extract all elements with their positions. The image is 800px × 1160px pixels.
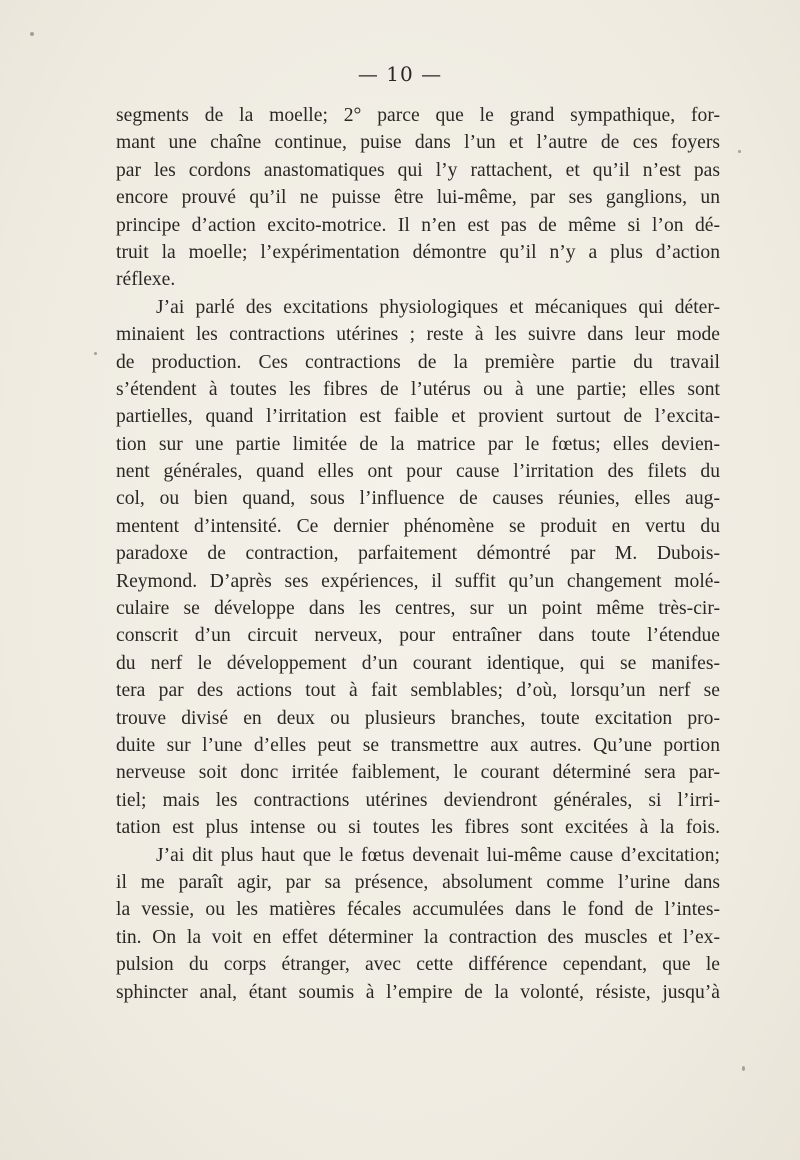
text-line-2: mant une chaîne continue, puise dans l’un et l’autre de ces foyers [116, 132, 720, 154]
text-line-32: pulsion du corps étranger, avec cette différence cependant, que le [116, 954, 720, 976]
text-line-18: Reymond. D’après ses expériences, il suffit qu’un changement molé- [116, 570, 720, 592]
text-line-33: sphincter anal, étant soumis à l’empire de la volonté, résiste, jusqu’à [116, 981, 720, 1003]
text-line-25: nerveuse soit donc irritée faiblement, le courant déterminé sera par- [116, 762, 720, 784]
text-line-9: minaient les contractions utérines ; reste à les suivre dans leur mode [116, 324, 720, 346]
text-line-8: J’ai parlé des excitations physiologiques et mécaniques qui déter- [156, 296, 720, 318]
text-line-11: s’étendent à toutes les fibres de l’utérus ou à une partie; elles sont [116, 378, 720, 400]
text-line-16: mentent d’intensité. Ce dernier phénomène se produit en vertu du [116, 515, 720, 537]
paper-speck [742, 1066, 745, 1071]
page-number: — 10 — [357, 62, 443, 86]
text-line-12: partielles, quand l’irritation est faible et provient surtout de l’excita- [116, 406, 720, 428]
text-line-21: du nerf le développement d’un courant identique, qui se manifes- [116, 652, 720, 674]
text-line-4: encore prouvé qu’il ne puisse être lui-même, par ses ganglions, un [116, 187, 720, 209]
text-line-20: conscrit d’un circuit nerveux, pour entraîner dans toute l’étendue [116, 625, 720, 647]
text-line-27: tation est plus intense ou si toutes les fibres sont excitées à la fois. [116, 817, 720, 839]
paper-speck [738, 150, 741, 153]
text-line-3: par les cordons anastomatiques qui l’y rattachent, et qu’il n’est pas [116, 159, 720, 181]
text-line-5: principe d’action excito-motrice. Il n’en est pas de même si l’on dé- [116, 214, 720, 236]
text-line-15: col, ou bien quand, sous l’influence de causes réunies, elles aug- [116, 488, 720, 510]
paper-speck [94, 352, 97, 355]
paper-speck [30, 32, 34, 36]
text-line-19: culaire se développe dans les centres, sur un point même très-cir- [116, 598, 720, 620]
text-line-30: la vessie, ou les matières fécales accumulées dans le fond de l’intes- [116, 899, 720, 921]
text-line-13: tion sur une partie limitée de la matrice par le fœtus; elles devien- [116, 433, 720, 455]
text-line-23: trouve divisé en deux ou plusieurs branches, toute excitation pro- [116, 707, 720, 729]
text-line-1: segments de la moelle; 2° parce que le grand sympathique, for- [116, 105, 720, 126]
text-line-22: tera par des actions tout à fait semblables; d’où, lorsqu’un nerf se [116, 680, 720, 702]
text-line-29: il me paraît agir, par sa présence, absolument comme l’urine dans [116, 871, 720, 893]
text-line-26: tiel; mais les contractions utérines deviendront générales, si l’irri- [116, 789, 720, 811]
text-line-10: de production. Ces contractions de la première partie du travail [116, 351, 720, 373]
text-line-24: duite sur l’une d’elles peut se transmettre aux autres. Qu’une portion [116, 734, 720, 756]
text-line-6: truit la moelle; l’expérimentation démontre qu’il n’y a plus d’action [116, 241, 720, 263]
body-text [116, 102, 720, 1006]
text-line-14: nent générales, quand elles ont pour cause l’irritation des filets du [116, 461, 720, 483]
text-line-31: tin. On la voit en effet déterminer la contraction des muscles et l’ex- [116, 926, 720, 948]
text-line-28: J’ai dit plus haut que le fœtus devenait lui-même cause d’excitation; [156, 844, 720, 866]
text-line-7: réflexe. [116, 269, 176, 291]
text-line-17: paradoxe de contraction, parfaitement démontré par M. Dubois- [116, 543, 720, 565]
